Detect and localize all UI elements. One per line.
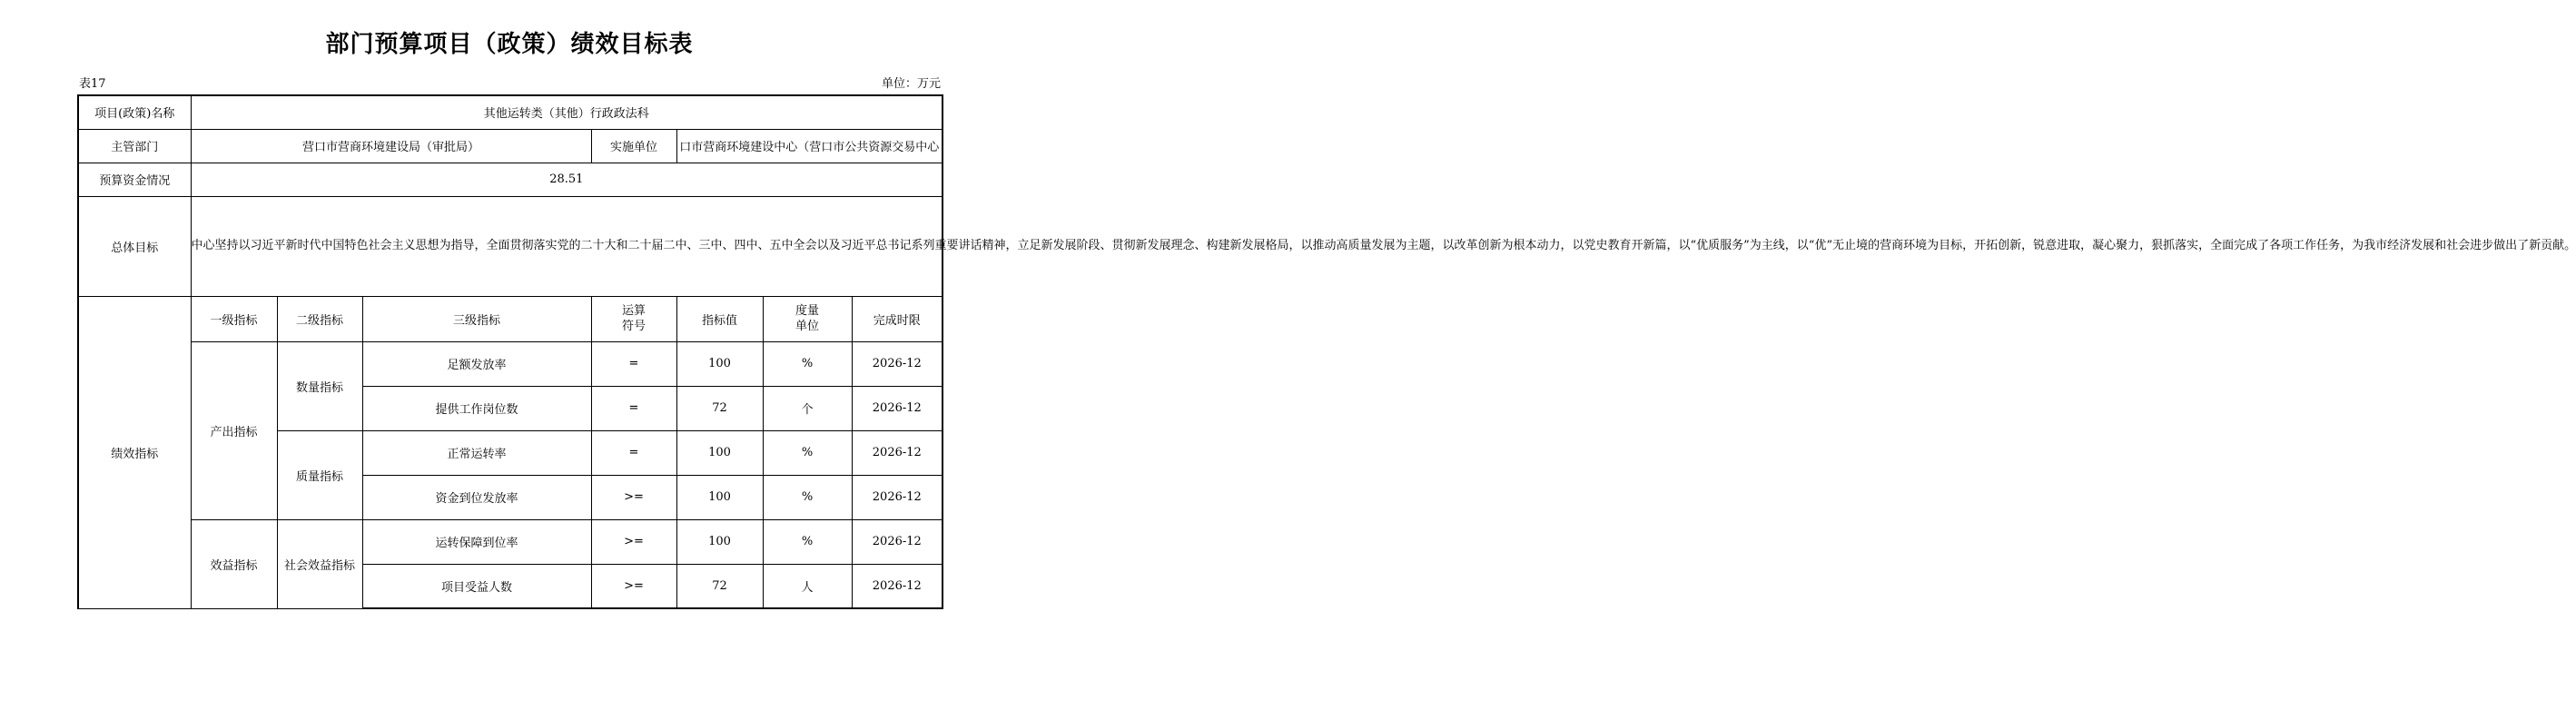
header-deadline: 完成时限 [852,296,943,341]
header-unit-line2: 单位 [795,320,819,333]
value-cell: 100 [676,430,763,475]
performance-target-table [77,94,2576,609]
performance-indicators-label: 绩效指标 [78,296,191,608]
header-unit-line1: 度量 [795,304,819,318]
page-title: 部门预算项目（政策）绩效目标表 [325,31,694,58]
table-number: 表17 [79,77,106,91]
header-operator [591,296,676,341]
deadline-cell: 2026-12 [852,475,943,519]
table-row [78,341,943,386]
indicator-header-row [78,296,943,341]
deadline-cell: 2026-12 [852,386,943,430]
level3-name: 足额发放率 [362,341,591,386]
department-label: 主管部门 [78,129,191,163]
deadline-cell: 2026-12 [852,564,943,608]
value-cell: 72 [676,386,763,430]
unit-cell: % [763,475,852,519]
operator-cell: = [591,430,676,475]
operator-cell: >= [591,519,676,564]
level1-benefit: 效益指标 [191,519,277,608]
implementing-unit-label: 实施单位 [591,129,676,163]
department-row [78,129,943,163]
header-level3: 三级指标 [362,296,591,341]
header-level1: 一级指标 [191,296,277,341]
deadline-cell: 2026-12 [852,341,943,386]
table-row [78,519,943,564]
value-cell: 72 [676,564,763,608]
deadline-cell: 2026-12 [852,519,943,564]
unit-cell: % [763,519,852,564]
level3-name: 资金到位发放率 [362,475,591,519]
level3-name: 运转保障到位率 [362,519,591,564]
unit-cell: % [763,341,852,386]
level1-output: 产出指标 [191,341,277,519]
header-operator-line2: 符号 [621,320,646,333]
value-cell: 100 [676,475,763,519]
deadline-cell: 2026-12 [852,430,943,475]
operator-cell: = [591,386,676,430]
unit-cell: 人 [763,564,852,608]
operator-cell: = [591,341,676,386]
operator-cell: >= [591,564,676,608]
header-level2: 二级指标 [277,296,362,341]
level3-name: 提供工作岗位数 [362,386,591,430]
value-cell: 100 [676,519,763,564]
header-value: 指标值 [676,296,763,341]
project-name-value: 其他运转类（其他）行政政法科 [191,95,943,129]
header-unit [763,296,852,341]
budget-value: 28.51 [191,163,943,196]
level2-social-benefit: 社会效益指标 [277,519,362,608]
budget-row [78,163,943,196]
overall-goal-row [78,196,943,296]
project-name-label: 项目(政策)名称 [78,95,191,129]
header-operator-line1: 运算 [621,304,646,318]
implementing-unit-value: 口市营商环境建设中心（营口市公共资源交易中心 [676,129,943,163]
unit-label: 单位：万元 [881,77,941,91]
operator-cell: >= [591,475,676,519]
project-name-row [78,95,943,129]
level3-name: 项目受益人数 [362,564,591,608]
unit-cell: % [763,430,852,475]
overall-goal-label: 总体目标 [78,196,191,296]
level2-quantity: 数量指标 [277,341,362,430]
department-value: 营口市营商环境建设局（审批局） [191,129,591,163]
budget-label: 预算资金情况 [78,163,191,196]
value-cell: 100 [676,341,763,386]
level2-quality: 质量指标 [277,430,362,519]
level3-name: 正常运转率 [362,430,591,475]
overall-goal-text: 中心坚持以习近平新时代中国特色社会主义思想为指导，全面贯彻落实党的二十大和二十届二中、三中、四中、五中全会以及习近平总书记系列重要讲话精神，立足新发展阶段、贯彻新发展理念、构建新发展格局，以推动高质量发展为主题，以改革创新为根本动力，以党史教育开新篇，以“优质服务”为主线，以“优”无止境的营商环境为目标，开拓创新，锐意进取，凝心聚力，狠抓落实，全面完成了各项工作任务，为我市经济发展和社会进步做出了新贡献。 [191,196,943,296]
unit-cell: 个 [763,386,852,430]
